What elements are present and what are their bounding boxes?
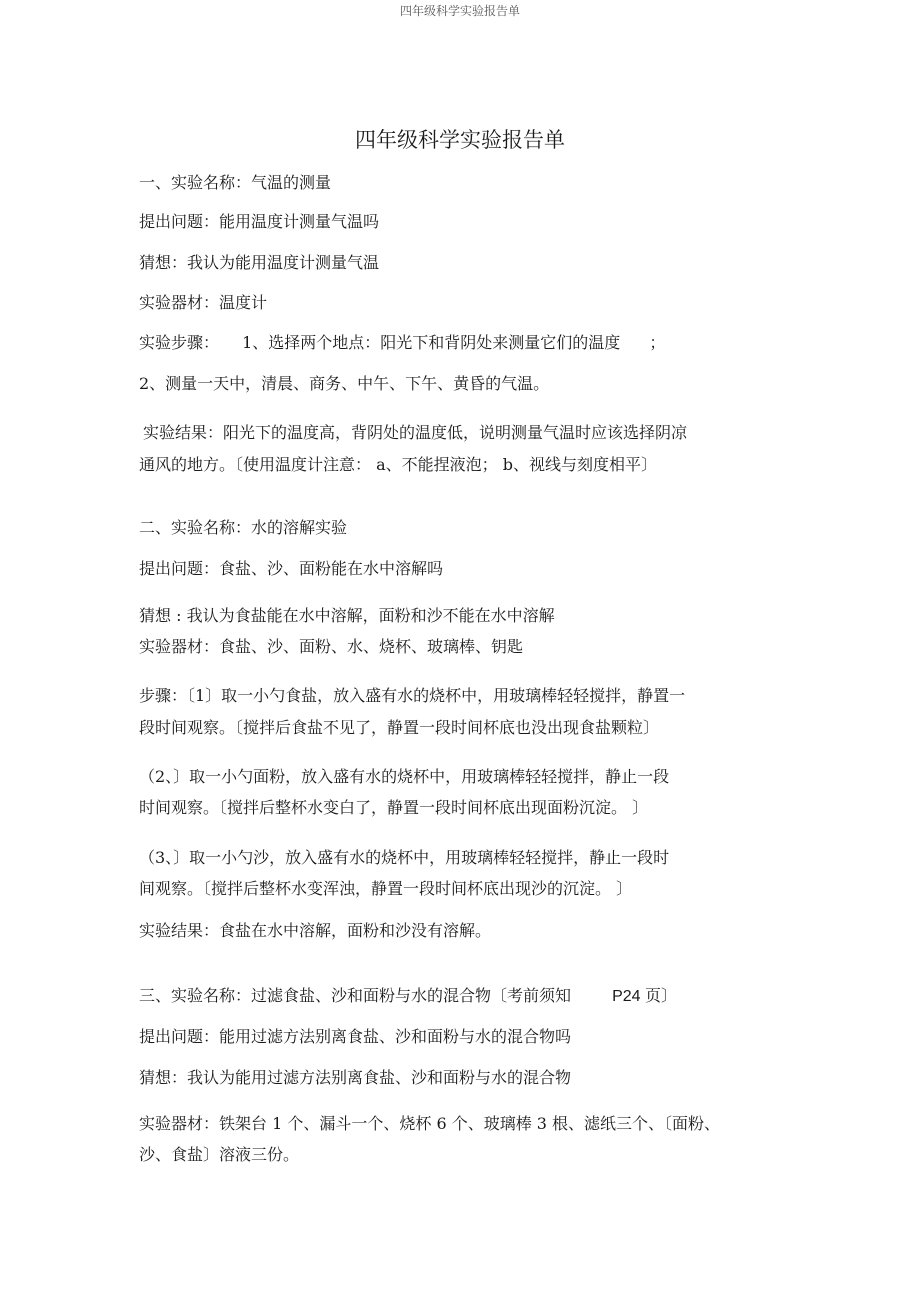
s2-step2-line2: 时间观察。〔搅拌后整杯水变白了，静置一段时间杯底出现面粉沉淀。 〕 — [139, 798, 649, 817]
s1-steps-label: 实验步骤： — [139, 333, 220, 352]
s1-materials: 实验器材：温度计 — [139, 293, 268, 312]
s1-experiment-name: 一、实验名称：气温的测量 — [139, 173, 332, 192]
s2-question: 提出问题：食盐、沙、面粉能在水中溶解吗 — [139, 559, 444, 578]
s3-guess: 猜想：我认为能用过滤方法别离食盐、沙和面粉与水的混合物 — [139, 1068, 572, 1087]
s2-step3-line1: （3、〕取一小勺沙，放入盛有水的烧杯中，用玻璃棒轻轻搅拌，静止一段时 — [139, 848, 670, 867]
s3-name-page-ref: P24 页〕 — [612, 988, 678, 1005]
s1-steps — [139, 333, 665, 353]
s1-question: 提出问题：能用温度计测量气温吗 — [139, 212, 380, 231]
s3-materials-line1: 实验器材：铁架台 1 个、漏斗一个、烧杯 6 个、玻璃棒 3 根、滤纸三个、〔面粉、 — [139, 1114, 721, 1133]
page-header: 四年级科学实验报告单 — [399, 4, 520, 18]
s2-step1-line2: 段时间观察。〔搅拌后食盐不见了，静置一段时间杯底也没出现食盐颗粒〕 — [139, 718, 660, 737]
s1-step-1-end: ； — [649, 333, 666, 352]
s3-question: 提出问题：能用过滤方法别离食盐、沙和面粉与水的混合物吗 — [139, 1027, 572, 1046]
s3-experiment-name — [139, 986, 677, 1007]
s2-result: 实验结果：食盐在水中溶解，面粉和沙没有溶解。 — [139, 921, 492, 940]
s2-step2-line1: （2、〕取一小勺面粉，放入盛有水的烧杯中，用玻璃棒轻轻搅拌，静止一段 — [139, 767, 670, 786]
s1-step-1: 1、选择两个地点：阳光下和背阴处来测量它们的温度 — [242, 333, 621, 352]
s1-result-line2: 通风的地方。〔使用温度计注意： a、不能捏液泡； b、视线与刻度相平〕 — [139, 455, 657, 474]
s2-step1-line1: 步骤：〔1〕取一小勺食盐，放入盛有水的烧杯中，用玻璃棒轻轻搅拌，静置一 — [139, 686, 686, 705]
page-title: 四年级科学实验报告单 — [355, 128, 565, 152]
s2-guess: 猜想 : 我认为食盐能在水中溶解，面粉和沙不能在水中溶解 — [139, 606, 555, 625]
s1-guess: 猜想：我认为能用温度计测量气温 — [139, 253, 380, 272]
s2-experiment-name: 二、实验名称：水的溶解实验 — [139, 518, 348, 537]
s1-result-line1: 实验结果：阳光下的温度高，背阴处的温度低，说明测量气温时应该选择阴凉 — [143, 423, 688, 442]
s1-step-2: 2、测量一天中，清晨、商务、中午、下午、黄昏的气温。 — [139, 374, 550, 393]
s3-name-main: 三、实验名称：过滤食盐、沙和面粉与水的混合物〔考前须知 — [139, 986, 572, 1005]
s2-step3-line2: 间观察。〔搅拌后整杯水变浑浊，静置一段时间杯底出现沙的沉淀。 〕 — [139, 879, 633, 898]
s3-materials-line2: 沙、食盐〕溶液三份。 — [139, 1145, 300, 1164]
s2-materials: 实验器材：食盐、沙、面粉、水、烧杯、玻璃棒、钥匙 — [139, 637, 524, 656]
